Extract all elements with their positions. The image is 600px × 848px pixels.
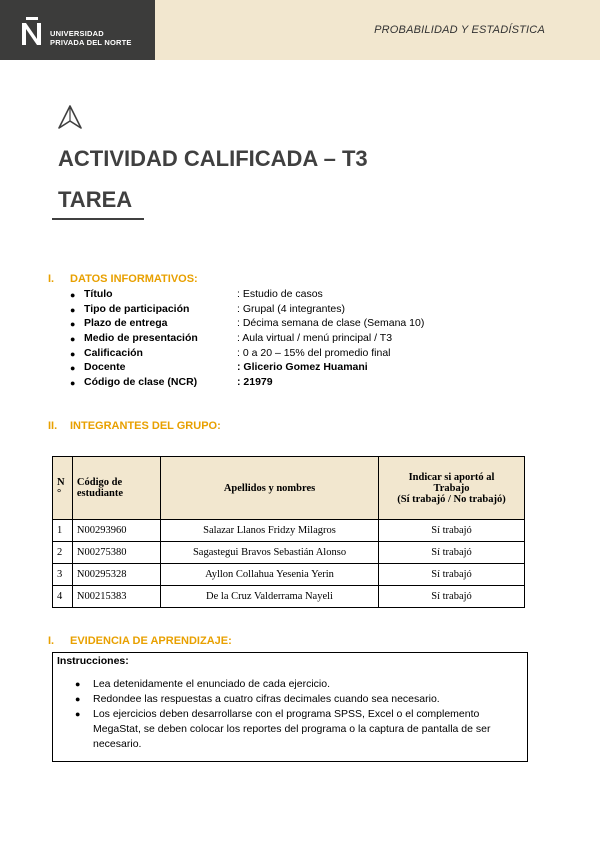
section-evidencia-heading [48, 635, 232, 647]
instruction-text: Los ejercicios deben desarrollarse con el programa SPSS, Excel o el complemento MegaStat, se deben colocar los reportes del programa o la captura de pantalla de ser necesario. [93, 708, 491, 750]
cell-code: N00275380 [72, 542, 160, 564]
section-title: EVIDENCIA DE APRENDIZAJE: [70, 635, 232, 647]
logo-text [50, 29, 132, 47]
info-value: : 21979 [237, 376, 273, 389]
info-label: Medio de presentación [84, 332, 198, 345]
course-title: PROBABILIDAD Y ESTADÍSTICA [374, 24, 545, 36]
cell-code: N00215383 [72, 586, 160, 608]
cell-contribution: Sí trabajó [379, 586, 525, 608]
cell-number: 2 [53, 542, 73, 564]
section-title: DATOS INFORMATIVOS: [70, 273, 198, 285]
cell-number: 1 [53, 520, 73, 542]
instruction-item [71, 707, 521, 752]
col-contribution [379, 457, 525, 520]
cell-code: N00295328 [72, 564, 160, 586]
section-number: I. [48, 273, 55, 285]
bullet-icon: ● [70, 334, 76, 345]
cell-contribution: Sí trabajó [379, 520, 525, 542]
info-label: Docente [84, 361, 126, 374]
page-header [0, 0, 600, 60]
bullet-icon: ● [70, 304, 76, 315]
section-title: INTEGRANTES DEL GRUPO: [70, 420, 221, 432]
navigation-arrow-icon [57, 104, 83, 130]
info-value: : Glicerio Gomez Huamani [237, 361, 368, 374]
subtitle-underline [52, 218, 144, 220]
info-label: Tipo de participación [84, 302, 190, 315]
bullet-icon: ● [70, 319, 76, 330]
col-number-line1: N [57, 477, 65, 488]
instruction-item [71, 692, 521, 707]
instructions-box [52, 652, 528, 762]
instruction-text: Redondee las respuestas a cuatro cifras decimales cuando sea necesario. [93, 693, 440, 705]
col-code [72, 457, 160, 520]
bullet-icon: ● [70, 290, 76, 300]
upn-logo-icon [20, 13, 44, 47]
section-number: II. [48, 420, 58, 432]
cell-number: 3 [53, 564, 73, 586]
cell-name: Sagastegui Bravos Sebastián Alonso [160, 542, 378, 564]
logo-line1: UNIVERSIDAD [50, 29, 104, 38]
info-value: : Grupal (4 integrantes) [237, 302, 345, 315]
col-ok-line1: Indicar si aportó al [408, 471, 495, 483]
table-header-row [53, 457, 525, 520]
instruction-item [71, 677, 521, 692]
section-datos-heading [48, 273, 198, 285]
bullet-icon: ● [70, 363, 76, 374]
section-integrantes-heading [48, 420, 221, 432]
info-value: : Estudio de casos [237, 288, 323, 300]
col-name: Apellidos y nombres [160, 457, 378, 520]
col-code-line1: Código de [76, 477, 123, 488]
bullet-icon: ● [75, 694, 81, 704]
page-title: ACTIVIDAD CALIFICADA – T3 [58, 146, 368, 171]
col-number [53, 457, 73, 520]
section-number: I. [48, 635, 55, 647]
col-number-line2: ° [57, 488, 62, 499]
members-table [52, 456, 525, 608]
info-label: Código de clase (NCR) [84, 376, 198, 389]
col-code-line2: estudiante [76, 488, 123, 499]
table-row [53, 564, 525, 586]
table-row [53, 542, 525, 564]
cell-name: De la Cruz Valderrama Nayeli [160, 586, 378, 608]
cell-number: 4 [53, 586, 73, 608]
bullet-icon: ● [75, 679, 81, 689]
bullet-icon: ● [70, 348, 76, 359]
cell-code: N00293960 [72, 520, 160, 542]
table-row [53, 586, 525, 608]
info-label: Título [84, 288, 113, 300]
logo-line2: PRIVADA DEL NORTE [50, 38, 132, 47]
bullet-icon: ● [70, 378, 76, 389]
cell-name: Ayllon Collahua Yesenia Yerin [160, 564, 378, 586]
cell-name: Salazar Llanos Fridzy Milagros [160, 520, 378, 542]
bullet-icon: ● [75, 709, 81, 719]
info-value: : Aula virtual / menú principal / T3 [237, 332, 393, 345]
cell-contribution: Sí trabajó [379, 564, 525, 586]
cell-contribution: Sí trabajó [379, 542, 525, 564]
instructions-title: Instrucciones: [57, 655, 129, 667]
info-label: Plazo de entrega [84, 317, 168, 330]
info-label: Calificación [84, 346, 143, 359]
col-ok-line2: Trabajo [433, 482, 470, 494]
table-row [53, 520, 525, 542]
info-value: : Décima semana de clase (Semana 10) [237, 317, 425, 330]
page-subtitle: TAREA [58, 187, 133, 212]
instruction-text: Lea detenidamente el enunciado de cada ejercicio. [93, 678, 331, 690]
university-logo [0, 0, 155, 60]
info-value: : 0 a 20 – 15% del promedio final [237, 346, 391, 359]
instructions-list [71, 677, 521, 752]
col-ok-line3: (Sí trabajó / No trabajó) [397, 493, 506, 505]
